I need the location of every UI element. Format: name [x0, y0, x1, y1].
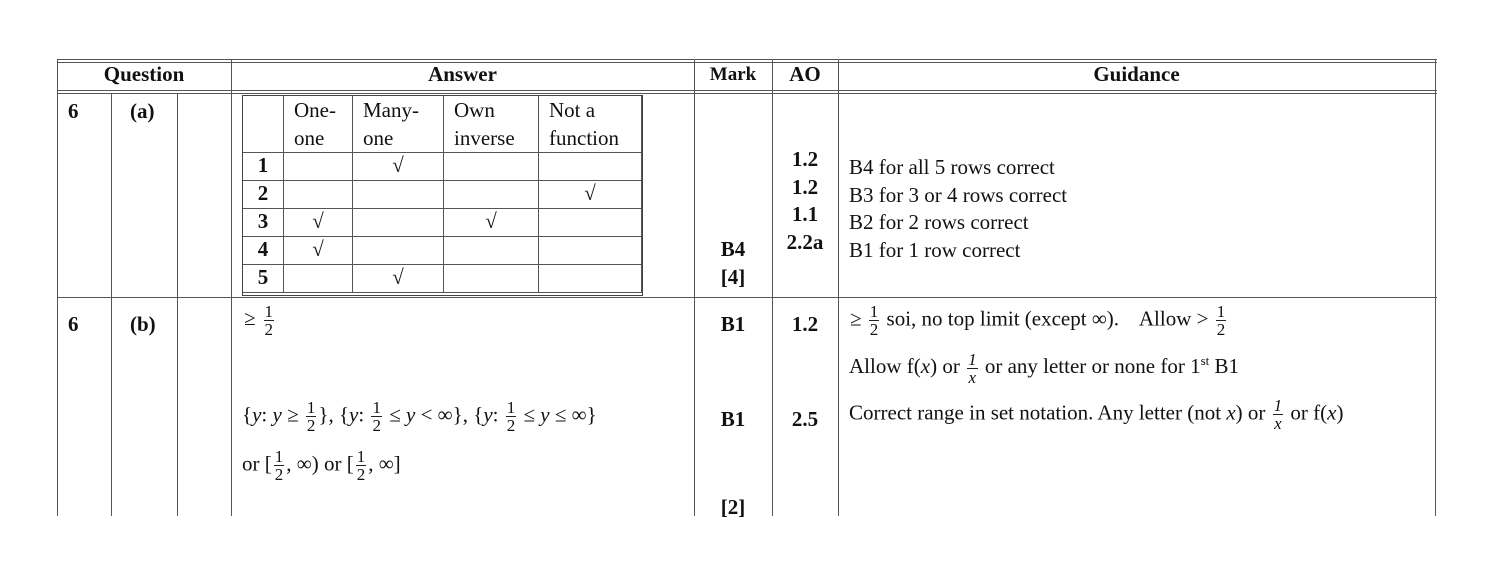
guidance-line: B3 for 3 or 4 rows correct: [849, 182, 1068, 207]
row-number: 4: [243, 237, 284, 265]
header-guidance: Guidance: [1093, 62, 1180, 86]
row-number: 3: [243, 209, 284, 237]
header-question: Question: [103, 62, 185, 86]
col-line-ao: [772, 59, 773, 516]
question-part: (a): [130, 99, 155, 123]
row-number: 1: [243, 153, 284, 181]
ao-value: 2.2a: [786, 229, 824, 254]
tick-cell: √: [444, 209, 539, 237]
question-number: 6: [68, 99, 79, 123]
tick-cell: √: [284, 237, 353, 265]
answer-table-frame: [242, 95, 643, 296]
question-number: 6: [68, 312, 79, 336]
ao-value: 1.1: [791, 202, 819, 226]
col-line-part: [177, 93, 178, 516]
answer-set-notation: {y: y ≥ $\frac{1}{2}$ }, {y: $\frac{1}{2}$ ≤ y < ∞}, {y: $\frac{1}{2}$ ≤ y ≤ ∞}: [242, 398, 597, 435]
mark-value: B1: [720, 407, 746, 431]
col-many-one: Many- one: [363, 98, 419, 150]
guidance-line: Correct range in set notation. Any letter (not x) or $\frac{1}{x}$ or f(x): [849, 396, 1344, 433]
header-divider: [57, 90, 1437, 91]
fraction-half: $\frac{1}{2}$: [264, 302, 274, 339]
tick-cell: √: [539, 181, 642, 209]
col-line-q: [111, 93, 112, 516]
mark-total: [2]: [720, 495, 746, 519]
answer-interval-notation: or [ $\frac{1}{2}$ , ∞) or [ $\frac{1}{2}$ , ∞]: [242, 447, 401, 484]
question-part: (b): [130, 312, 156, 336]
guidance-line: ≥ $\frac{1}{2}$ soi, no top limit (except ∞). Allow > $\frac{1}{2}$: [850, 302, 1226, 339]
col-line-answer: [231, 59, 232, 516]
col-line-right: [1435, 59, 1436, 516]
tick-cell: √: [353, 265, 444, 293]
table-border-top: [57, 59, 1437, 60]
answer-line-1: [244, 303, 276, 338]
guidance-line: B1 for 1 row correct: [849, 238, 1021, 263]
ao-value: 1.2: [791, 174, 819, 199]
mark-value: B4: [720, 237, 746, 261]
geq-symbol: ≥: [244, 306, 256, 331]
mark-value: B1: [720, 312, 746, 336]
guidance-line: Allow f(x) or $\frac{1}{x}$ or any letter or none for 1st B1: [849, 349, 1240, 387]
row-number: 5: [243, 265, 284, 293]
col-line-guidance: [838, 59, 839, 516]
col-own-inverse: Own inverse: [454, 98, 515, 150]
row-number: 2: [243, 181, 284, 209]
ao-value: 1.2: [791, 147, 819, 171]
guidance-list: [849, 154, 1067, 265]
header-ao: AO: [789, 62, 821, 86]
ao-value: 1.2: [791, 312, 819, 336]
ao-list: [772, 146, 838, 256]
guidance-line: B2 for 2 rows correct: [849, 210, 1029, 235]
row-divider: [57, 297, 1437, 298]
col-line-left: [57, 59, 58, 516]
tick-cell: √: [284, 209, 353, 237]
guidance-line: B4 for all 5 rows correct: [849, 155, 1055, 179]
header-answer: Answer: [428, 62, 497, 86]
header-mark: Mark: [709, 64, 757, 85]
ao-value: 2.5: [791, 407, 819, 431]
col-not-a-function: Not a function: [549, 98, 619, 150]
mark-total: [4]: [720, 265, 746, 289]
tick-cell: √: [353, 153, 444, 181]
header-divider2: [57, 93, 1437, 94]
col-one-one: One- one: [294, 98, 336, 150]
